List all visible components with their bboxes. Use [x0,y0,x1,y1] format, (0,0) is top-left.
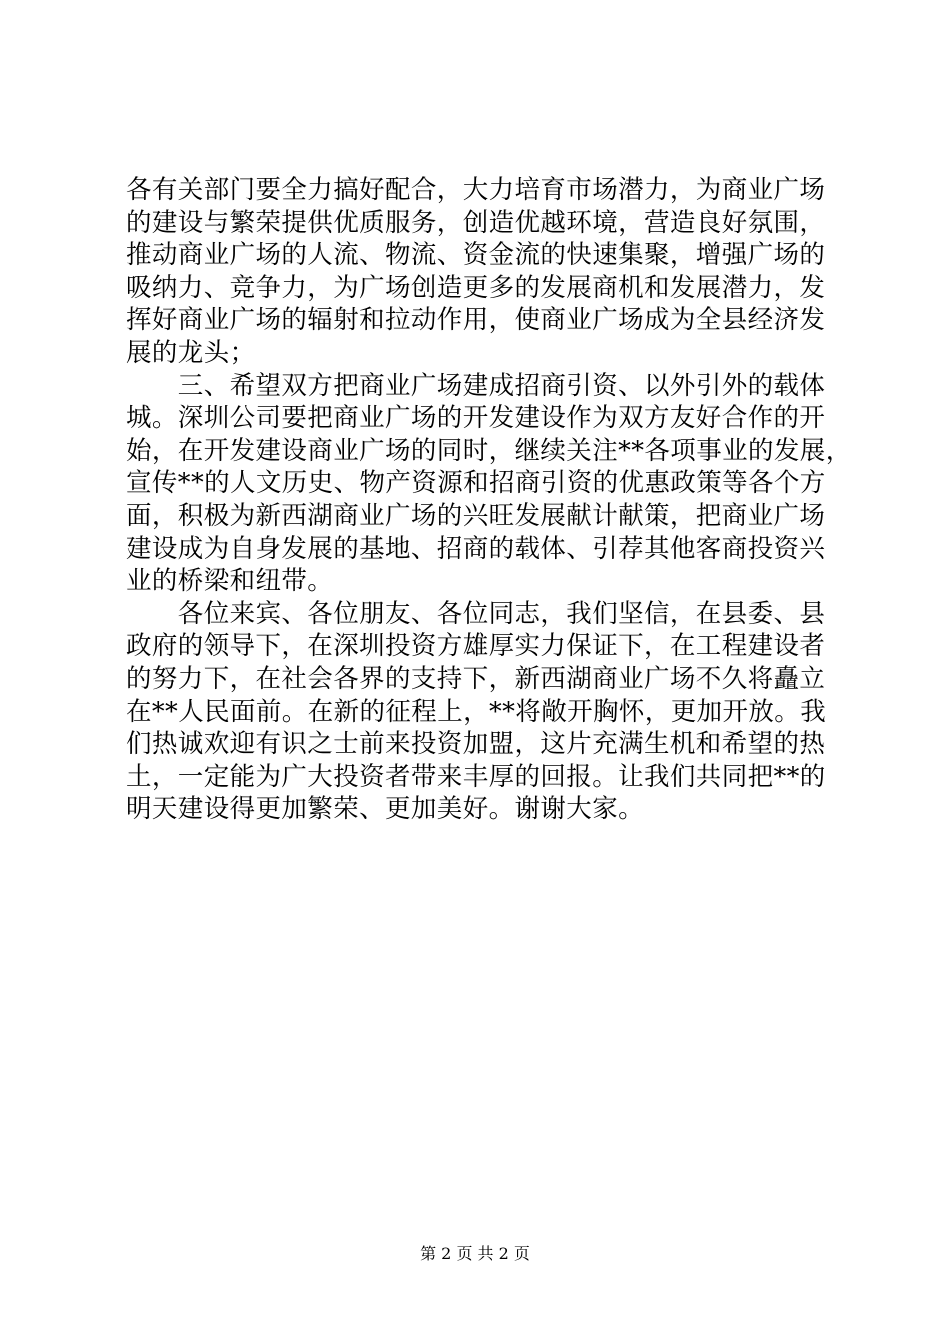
text-line: 在**人民面前。在新的征程上，**将敞开胸怀，更加开放。我 [126,696,827,727]
text-line: 展的龙头； [126,337,256,368]
text-line: 宣传**的人文历史、物产资源和招商引资的优惠政策等各个方 [126,468,826,499]
body-text [126,174,852,826]
text-line: 政府的领导下，在深圳投资方雄厚实力保证下，在工程建设者 [126,631,826,662]
text-line: 三、希望双方把商业广场建成招商引资、以外引外的载体 [126,370,826,401]
text-line: 明天建设得更加繁荣、更加美好。谢谢大家。 [126,794,645,825]
text-line: 推动商业广场的人流、物流、资金流的快速集聚，增强广场的 [126,240,826,271]
text-line: 挥好商业广场的辐射和拉动作用，使商业广场成为全县经济发 [126,305,826,336]
text-line: 吸纳力、竞争力，为广场创造更多的发展商机和发展潜力，发 [126,272,826,303]
text-line: 们热诚欢迎有识之士前来投资加盟，这片充满生机和希望的热 [126,729,826,760]
page-number-footer: 第 2 页 共 2 页 [420,1244,530,1263]
text-line: 业的桥梁和纽带。 [126,566,334,597]
text-line: 建设成为自身发展的基地、招商的载体、引荐其他客商投资兴 [126,533,826,564]
text-line: 各有关部门要全力搞好配合，大力培育市场潜力，为商业广场 [126,175,826,205]
text-line: 面，积极为新西湖商业广场的兴旺发展献计献策，把商业广场 [126,500,826,531]
text-line: 始，在开发建设商业广场的同时，继续关注**各项事业的发展， [126,435,852,466]
text-line: 的建设与繁荣提供优质服务，创造优越环境，营造良好氛围， [126,207,826,238]
text-line: 城。深圳公司要把商业广场的开发建设作为双方友好合作的开 [126,403,826,434]
text-line: 的努力下，在社会各界的支持下，新西湖商业广场不久将矗立 [126,663,826,694]
text-line: 土，一定能为广大投资者带来丰厚的回报。让我们共同把**的 [126,761,826,792]
text-line: 各位来宾、各位朋友、各位同志，我们坚信，在县委、县 [126,598,826,629]
